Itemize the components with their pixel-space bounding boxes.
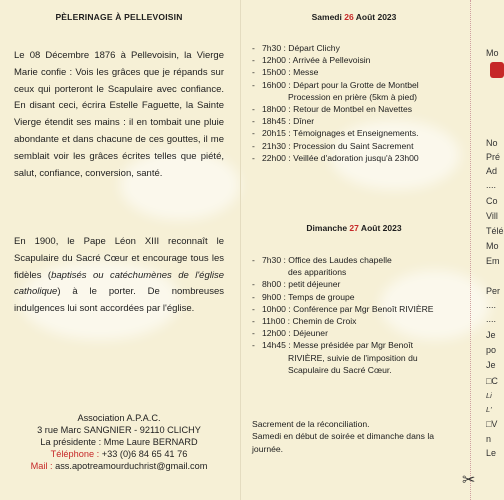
saturday-title-post: Août 2023: [353, 12, 397, 22]
sunday-title: [243, 223, 465, 233]
red-tab: [490, 62, 504, 78]
phone-number[interactable]: +33 (0)6 84 65 41 76: [101, 449, 188, 459]
form-line: n: [486, 434, 492, 444]
association-name: Association A.P.A.C.: [77, 413, 161, 423]
association-address: 3 rue Marc SANGNIER - 92110 CLICHY: [37, 425, 201, 435]
form-line: po: [486, 345, 497, 355]
reconciliation-note: [252, 418, 462, 455]
form-line: ....: [486, 300, 497, 310]
story-paragraph: Le 08 Décembre 1876 à Pellevoisin, la Vierge Marie confie : Vois les grâces que je répands sur ceux qui porteront le Scapulaire avec confiance. En disant ceci, écrira Estelle Faguette, la Sainte Vierge étendit ses mains : il en tombait une pluie abondante et dans chacune de ces gouttes, il me semblait voir les grâces écrites telles que piété, salut, confiance, conversion, santé.: [14, 50, 224, 179]
form-line: Per: [486, 286, 501, 296]
saturday-schedule: [252, 42, 462, 164]
form-line: Li: [486, 391, 492, 400]
schedule-row: - 7h30 : Départ Clichy: [252, 42, 462, 54]
schedule-row: - 18h45 : Dîner: [252, 115, 462, 127]
schedule-row: - 14h45 : Messe présidée par Mgr Benoît: [252, 339, 462, 351]
schedule-row-continued: des apparitions: [288, 267, 347, 278]
scissors-icon: ✂: [462, 472, 476, 489]
schedule-row: - 21h30 : Procession du Saint Sacrement: [252, 140, 462, 152]
schedule-row-continued: Procession en prière (5km à pied): [288, 91, 417, 102]
association-president: La présidente : Mme Laure BERNARD: [40, 437, 198, 447]
schedule-row: - 10h00 : Conférence par Mgr Benoît RIVIÈRE: [252, 303, 462, 315]
saturday-day: 26: [344, 12, 354, 22]
form-line: No: [486, 138, 498, 148]
schedule-row: - 16h00 : Départ pour la Grotte de Montbel: [252, 79, 462, 91]
mail-label: Mail :: [30, 461, 53, 471]
schedule-row: - 12h00 : Déjeuner: [252, 327, 462, 339]
form-line[interactable]: □C: [486, 376, 498, 386]
form-line: ....: [486, 180, 497, 190]
schedule-row: - 22h00 : Veillée d'adoration jusqu'à 23h00: [252, 152, 462, 164]
schedule-row: - 18h00 : Retour de Montbel en Navettes: [252, 103, 462, 115]
schedule-row: - 8h00 : petit déjeuner: [252, 278, 462, 290]
form-line: Le: [486, 448, 497, 458]
schedule-row: - 11h00 : Chemin de Croix: [252, 315, 462, 327]
sunday-schedule: [252, 254, 462, 376]
form-line: Je: [486, 360, 496, 370]
form-line[interactable]: □V: [486, 419, 498, 429]
scapular-text-em: baptisés ou catéchumènes de l'église catholique: [14, 269, 225, 298]
phone-line: [0, 448, 238, 460]
schedule-row: - 12h00 : Arrivée à Pellevoisin: [252, 54, 462, 66]
form-line: Télé: [486, 226, 504, 236]
schedule-row: - 9h00 : Temps de groupe: [252, 291, 462, 303]
schedule-row: - 15h00 : Messe: [252, 66, 462, 78]
sunday-title-pre: Dimanche: [306, 223, 350, 233]
scapular-text-a: En 1900, le Pape Léon XIII reconnaît le Scapulaire du Sacré Cœur et encourage tous les fidèles (: [14, 236, 224, 281]
reconciliation-line-2: Samedi en début de soirée et dimanche dans la journée.: [252, 431, 435, 454]
form-line: Em: [486, 256, 500, 266]
sunday-title-post: Août 2023: [358, 223, 402, 233]
form-line: ....: [486, 314, 497, 324]
association-block: [0, 412, 238, 472]
column-divider: [240, 0, 241, 500]
form-line: Ad: [486, 166, 498, 176]
form-line: Vill: [486, 211, 498, 221]
reconciliation-line-1: Sacrement de la réconciliation.: [252, 419, 370, 429]
schedule-row-continued: RIVIÈRE, suivie de l'imposition du: [288, 352, 418, 363]
mail-line: [0, 460, 238, 472]
scapular-text-b: ) à le porter. De nombreuses indulgences lui sont accordées par l'église.: [14, 286, 224, 315]
saturday-title-pre: Samedi: [311, 12, 345, 22]
form-line: Mo: [486, 48, 499, 58]
mail-address[interactable]: ass.apotreamourduchrist@gmail.com: [55, 461, 208, 471]
saturday-title: [243, 12, 465, 22]
scapular-paragraph: [14, 234, 224, 318]
form-line: Co: [486, 196, 498, 206]
phone-label: Téléphone :: [50, 449, 100, 459]
schedule-row: - 7h30 : Office des Laudes chapelle: [252, 254, 462, 266]
cut-line: [470, 0, 471, 500]
form-line: Pré: [486, 152, 501, 162]
form-line: L': [486, 405, 492, 414]
left-title: PÈLERINAGE À PELLEVOISIN: [55, 12, 183, 22]
schedule-row-continued: Scapulaire du Sacré Cœur.: [288, 364, 392, 375]
form-line: Je: [486, 330, 496, 340]
form-line: Mo: [486, 241, 499, 251]
schedule-row: - 20h15 : Témoignages et Enseignements.: [252, 127, 462, 139]
sunday-day: 27: [349, 223, 359, 233]
